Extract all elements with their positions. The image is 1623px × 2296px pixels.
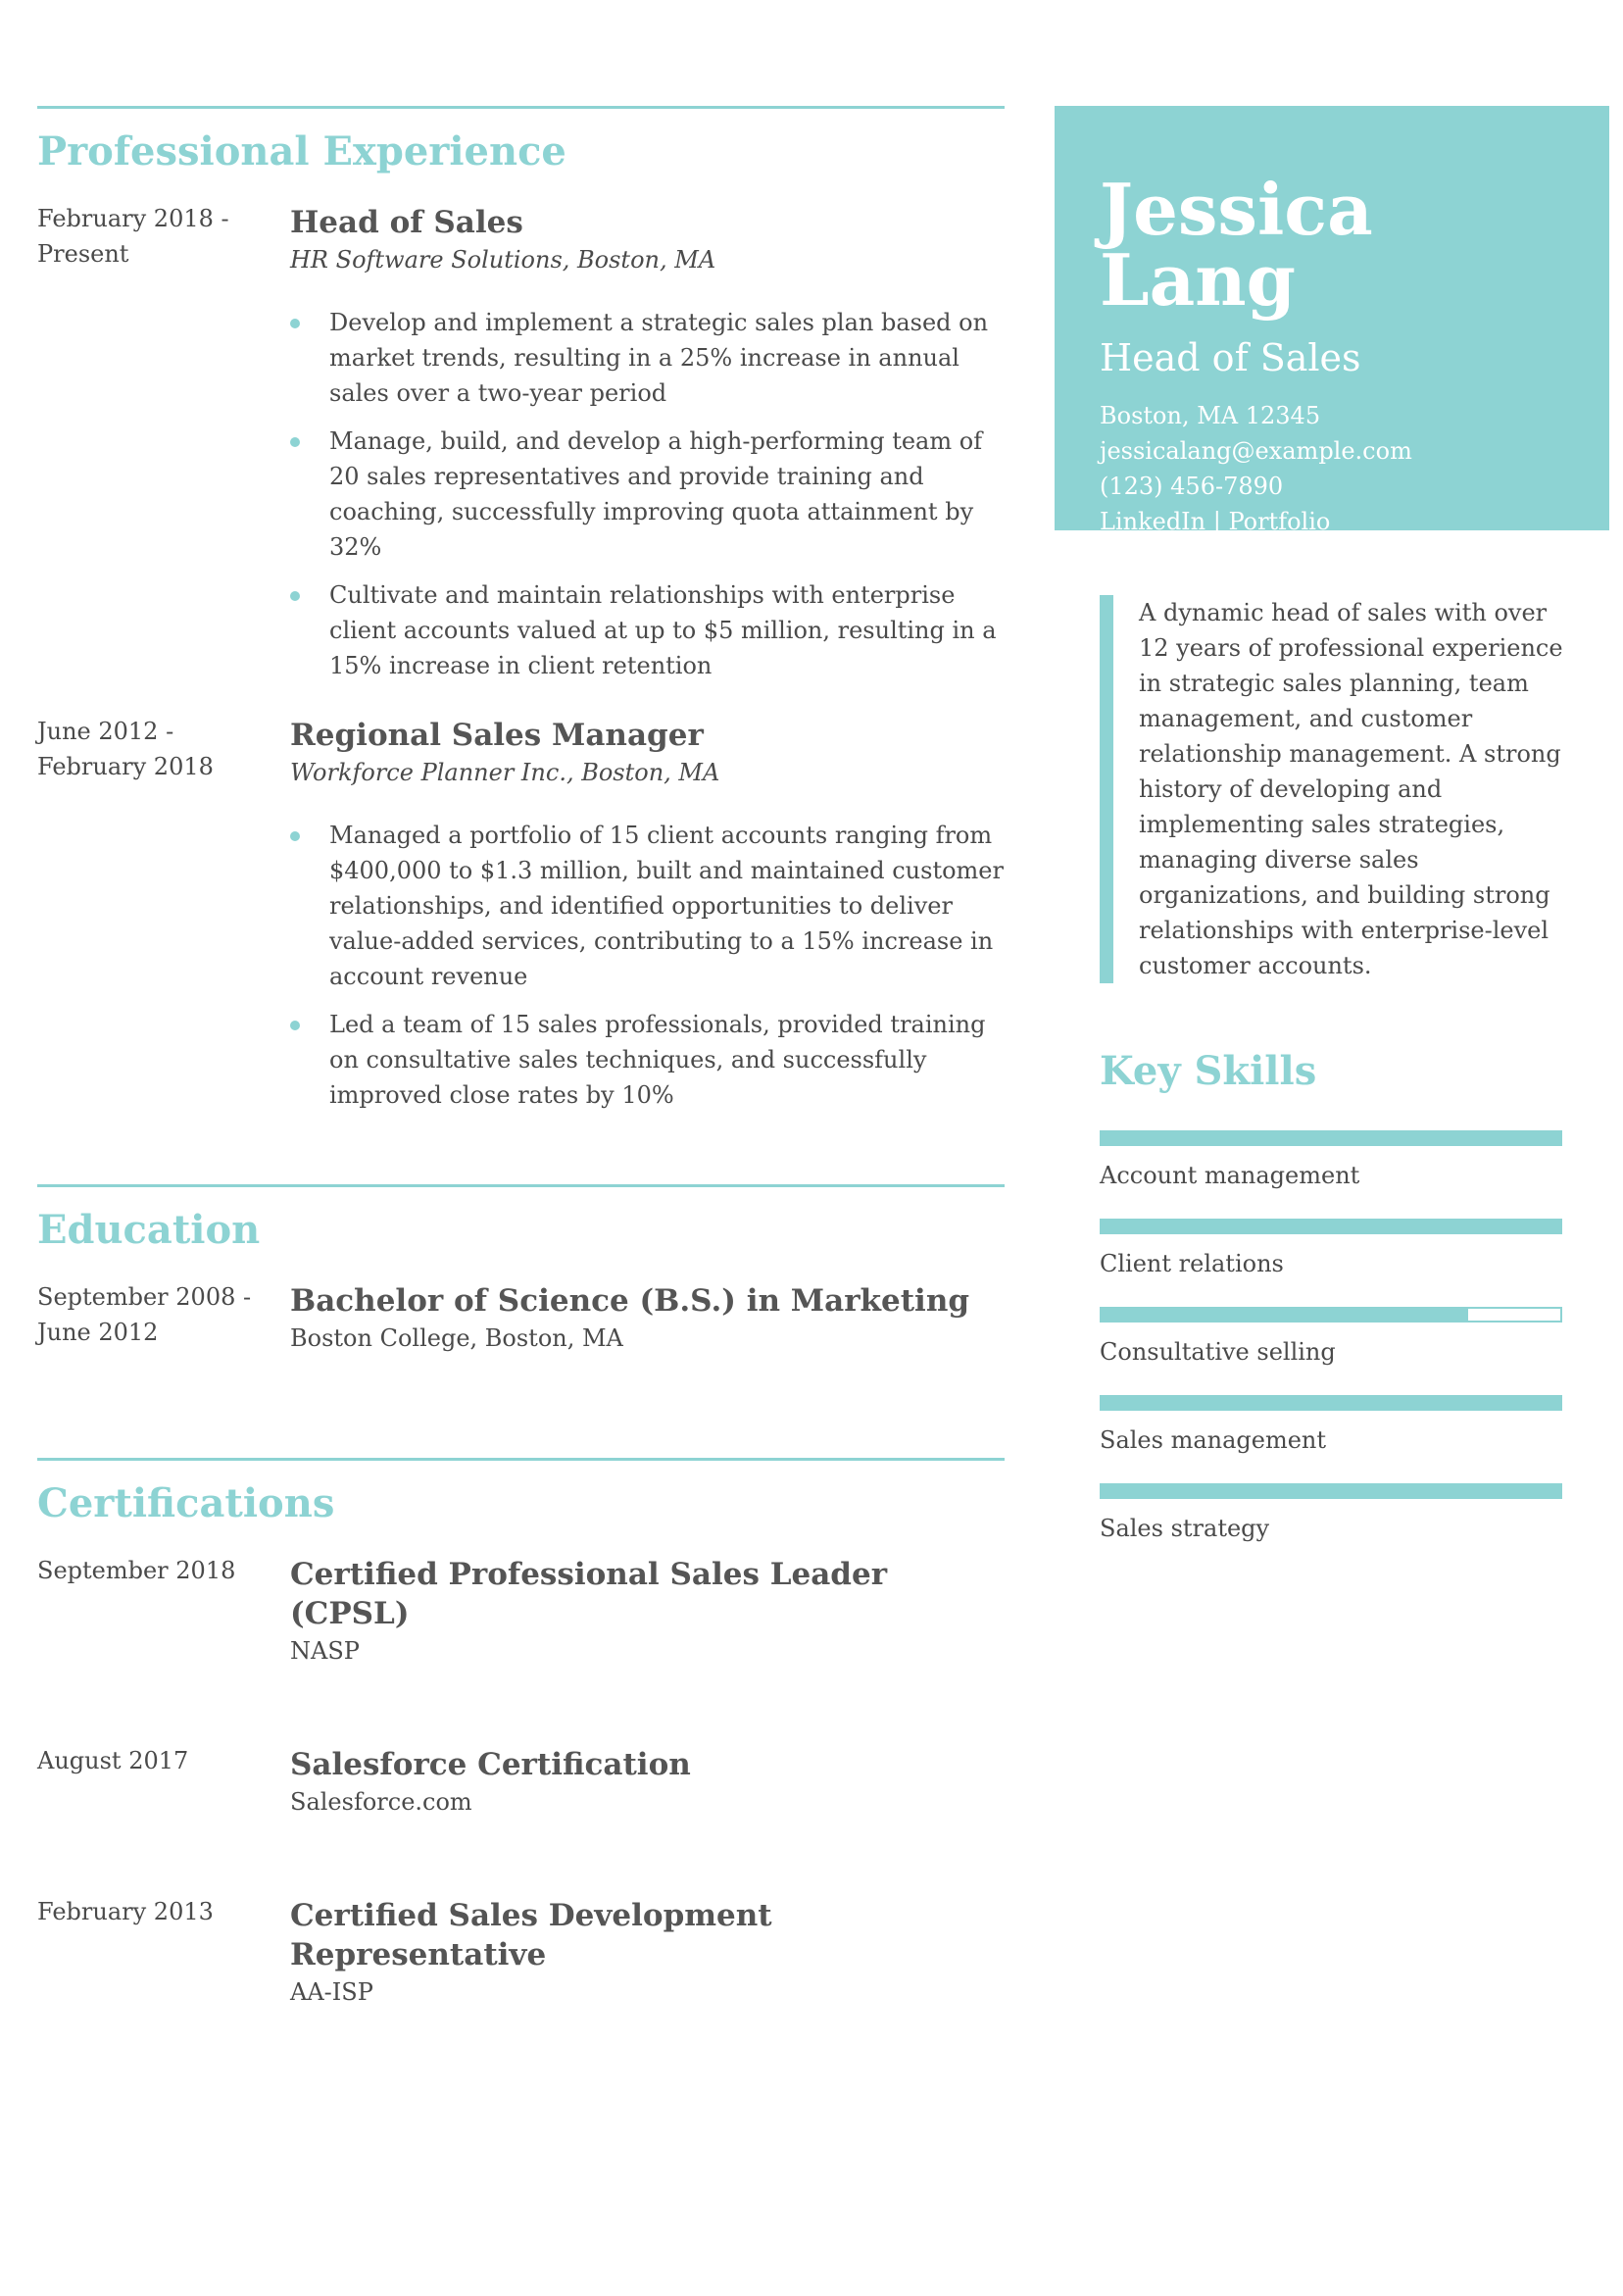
contact-links[interactable]: LinkedIn | Portfolio [1100,508,1331,535]
left-column [37,106,1005,2010]
skill-item [1100,1395,1562,1458]
bullet-dot-icon [290,831,300,841]
job-body [290,714,1005,1125]
experience-section [37,106,1005,1125]
job-bullet [290,818,1005,994]
skill-item [1100,1219,1562,1281]
certifications-section [37,1458,1005,2010]
degree-title: Bachelor of Science (B.S.) in Marketing [290,1283,970,1319]
certification-body [290,1894,1005,2010]
certification-entry [37,1894,1005,2010]
certifications-heading: Certifications [37,1480,335,1526]
skill-label: Sales strategy [1100,1515,1270,1542]
job-entry [37,201,1005,696]
job-body [290,201,1005,696]
skill-item [1100,1483,1562,1546]
experience-heading: Professional Experience [37,128,566,175]
skill-level-fill [1102,1397,1560,1409]
job-bullet-text: Led a team of 15 sales professionals, provided training on consultative sales techniques, and successfully improved close rates by 10% [329,1011,986,1109]
skill-level-fill [1102,1309,1468,1321]
skill-level-bar [1100,1395,1562,1411]
contact-info [1100,398,1564,539]
education-section [37,1184,1005,1356]
education-body [290,1279,1005,1356]
job-company: Workforce Planner Inc., Boston, MA [290,759,720,786]
bullet-dot-icon [290,591,300,601]
certification-entry [37,1553,1005,1669]
job-title: Head of Sales [290,205,523,240]
contact-phone[interactable]: (123) 456-7890 [1100,473,1284,500]
job-bullets [290,818,1005,1113]
skill-label: Account management [1100,1162,1360,1189]
professional-summary: A dynamic head of sales with over 12 years of professional experience in strategic sales planning, team management, and customer relationship management. A strong history of developing and implementing sales strategies, managing diverse sales organizations, and building strong relationships with enterprise-level customer accounts. [1100,595,1578,983]
certification-body [290,1553,1005,1669]
job-bullet-text: Develop and implement a strategic sales plan based on market trends, resulting in a 25% increase in annual sales over a two-year period [329,309,989,407]
skill-level-fill [1102,1221,1560,1232]
skill-item [1100,1130,1562,1193]
certification-date: February 2013 [37,1898,214,1925]
job-bullets [290,305,1005,683]
job-company: HR Software Solutions, Boston, MA [290,246,716,274]
job-bullet [290,305,1005,411]
skill-item [1100,1307,1562,1370]
skills-list [1100,1130,1562,1546]
job-date-start: February 2018 - [37,205,229,232]
certification-body [290,1743,1005,1820]
certification-entry [37,1743,1005,1820]
bullet-dot-icon [290,437,300,447]
education-entry [37,1279,1005,1356]
job-bullet [290,424,1005,565]
contact-email[interactable]: jessicalang@example.com [1100,437,1412,465]
job-date-start: June 2012 - [37,718,174,745]
job-dates [37,714,290,1125]
skill-label: Client relations [1100,1250,1284,1277]
candidate-role: Head of Sales [1100,336,1361,379]
bullet-dot-icon [290,319,300,328]
certification-title: Certified Professional Sales Leader (CPSL) [290,1557,888,1631]
skill-level-fill [1102,1485,1560,1497]
job-bullet-text: Cultivate and maintain relationships with enterprise client accounts valued at up to $5 million, resulting in a 15% increase in client retention [329,581,997,679]
certification-title: Certified Sales Development Representative [290,1898,772,1972]
skill-level-bar [1100,1219,1562,1234]
skill-label: Consultative selling [1100,1338,1336,1366]
education-dates [37,1279,290,1356]
bullet-dot-icon [290,1021,300,1030]
job-bullet [290,1007,1005,1113]
right-column [1055,106,1609,1572]
education-date-start: September 2008 - [37,1283,252,1311]
skill-level-bar [1100,1307,1562,1323]
job-bullet [290,577,1005,683]
certification-issuer: Salesforce.com [290,1788,472,1816]
certification-issuer: NASP [290,1637,360,1665]
school-name: Boston College, Boston, MA [290,1324,623,1352]
education-date-end: June 2012 [37,1319,159,1346]
skill-level-fill [1102,1132,1560,1144]
skills-heading: Key Skills [1100,1048,1317,1094]
job-bullet-text: Manage, build, and develop a high-performing team of 20 sales representatives and provide training and coaching, successfully improving quota attainment by 32% [329,427,983,561]
certification-title: Salesforce Certification [290,1747,691,1782]
certification-date: August 2017 [37,1747,189,1774]
certification-date: September 2018 [37,1557,236,1584]
job-bullet-text: Managed a portfolio of 15 client accounts ranging from $400,000 to $1.3 million, built and maintained customer relationships, and identified opportunities to deliver value-added services, contributing to a 15% increase in account revenue [329,822,1004,990]
skill-level-bar [1100,1130,1562,1146]
job-date-end: February 2018 [37,753,214,780]
candidate-name: Jessica Lang [1100,168,1373,322]
header-box [1055,106,1609,535]
contact-location: Boston, MA 12345 [1100,402,1321,429]
skill-level-bar [1100,1483,1562,1499]
education-heading: Education [37,1207,261,1253]
skill-label: Sales management [1100,1426,1327,1454]
job-date-end: Present [37,240,129,268]
certification-issuer: AA-ISP [290,1978,373,2006]
job-title: Regional Sales Manager [290,718,704,753]
job-dates [37,201,290,696]
job-entry [37,714,1005,1125]
